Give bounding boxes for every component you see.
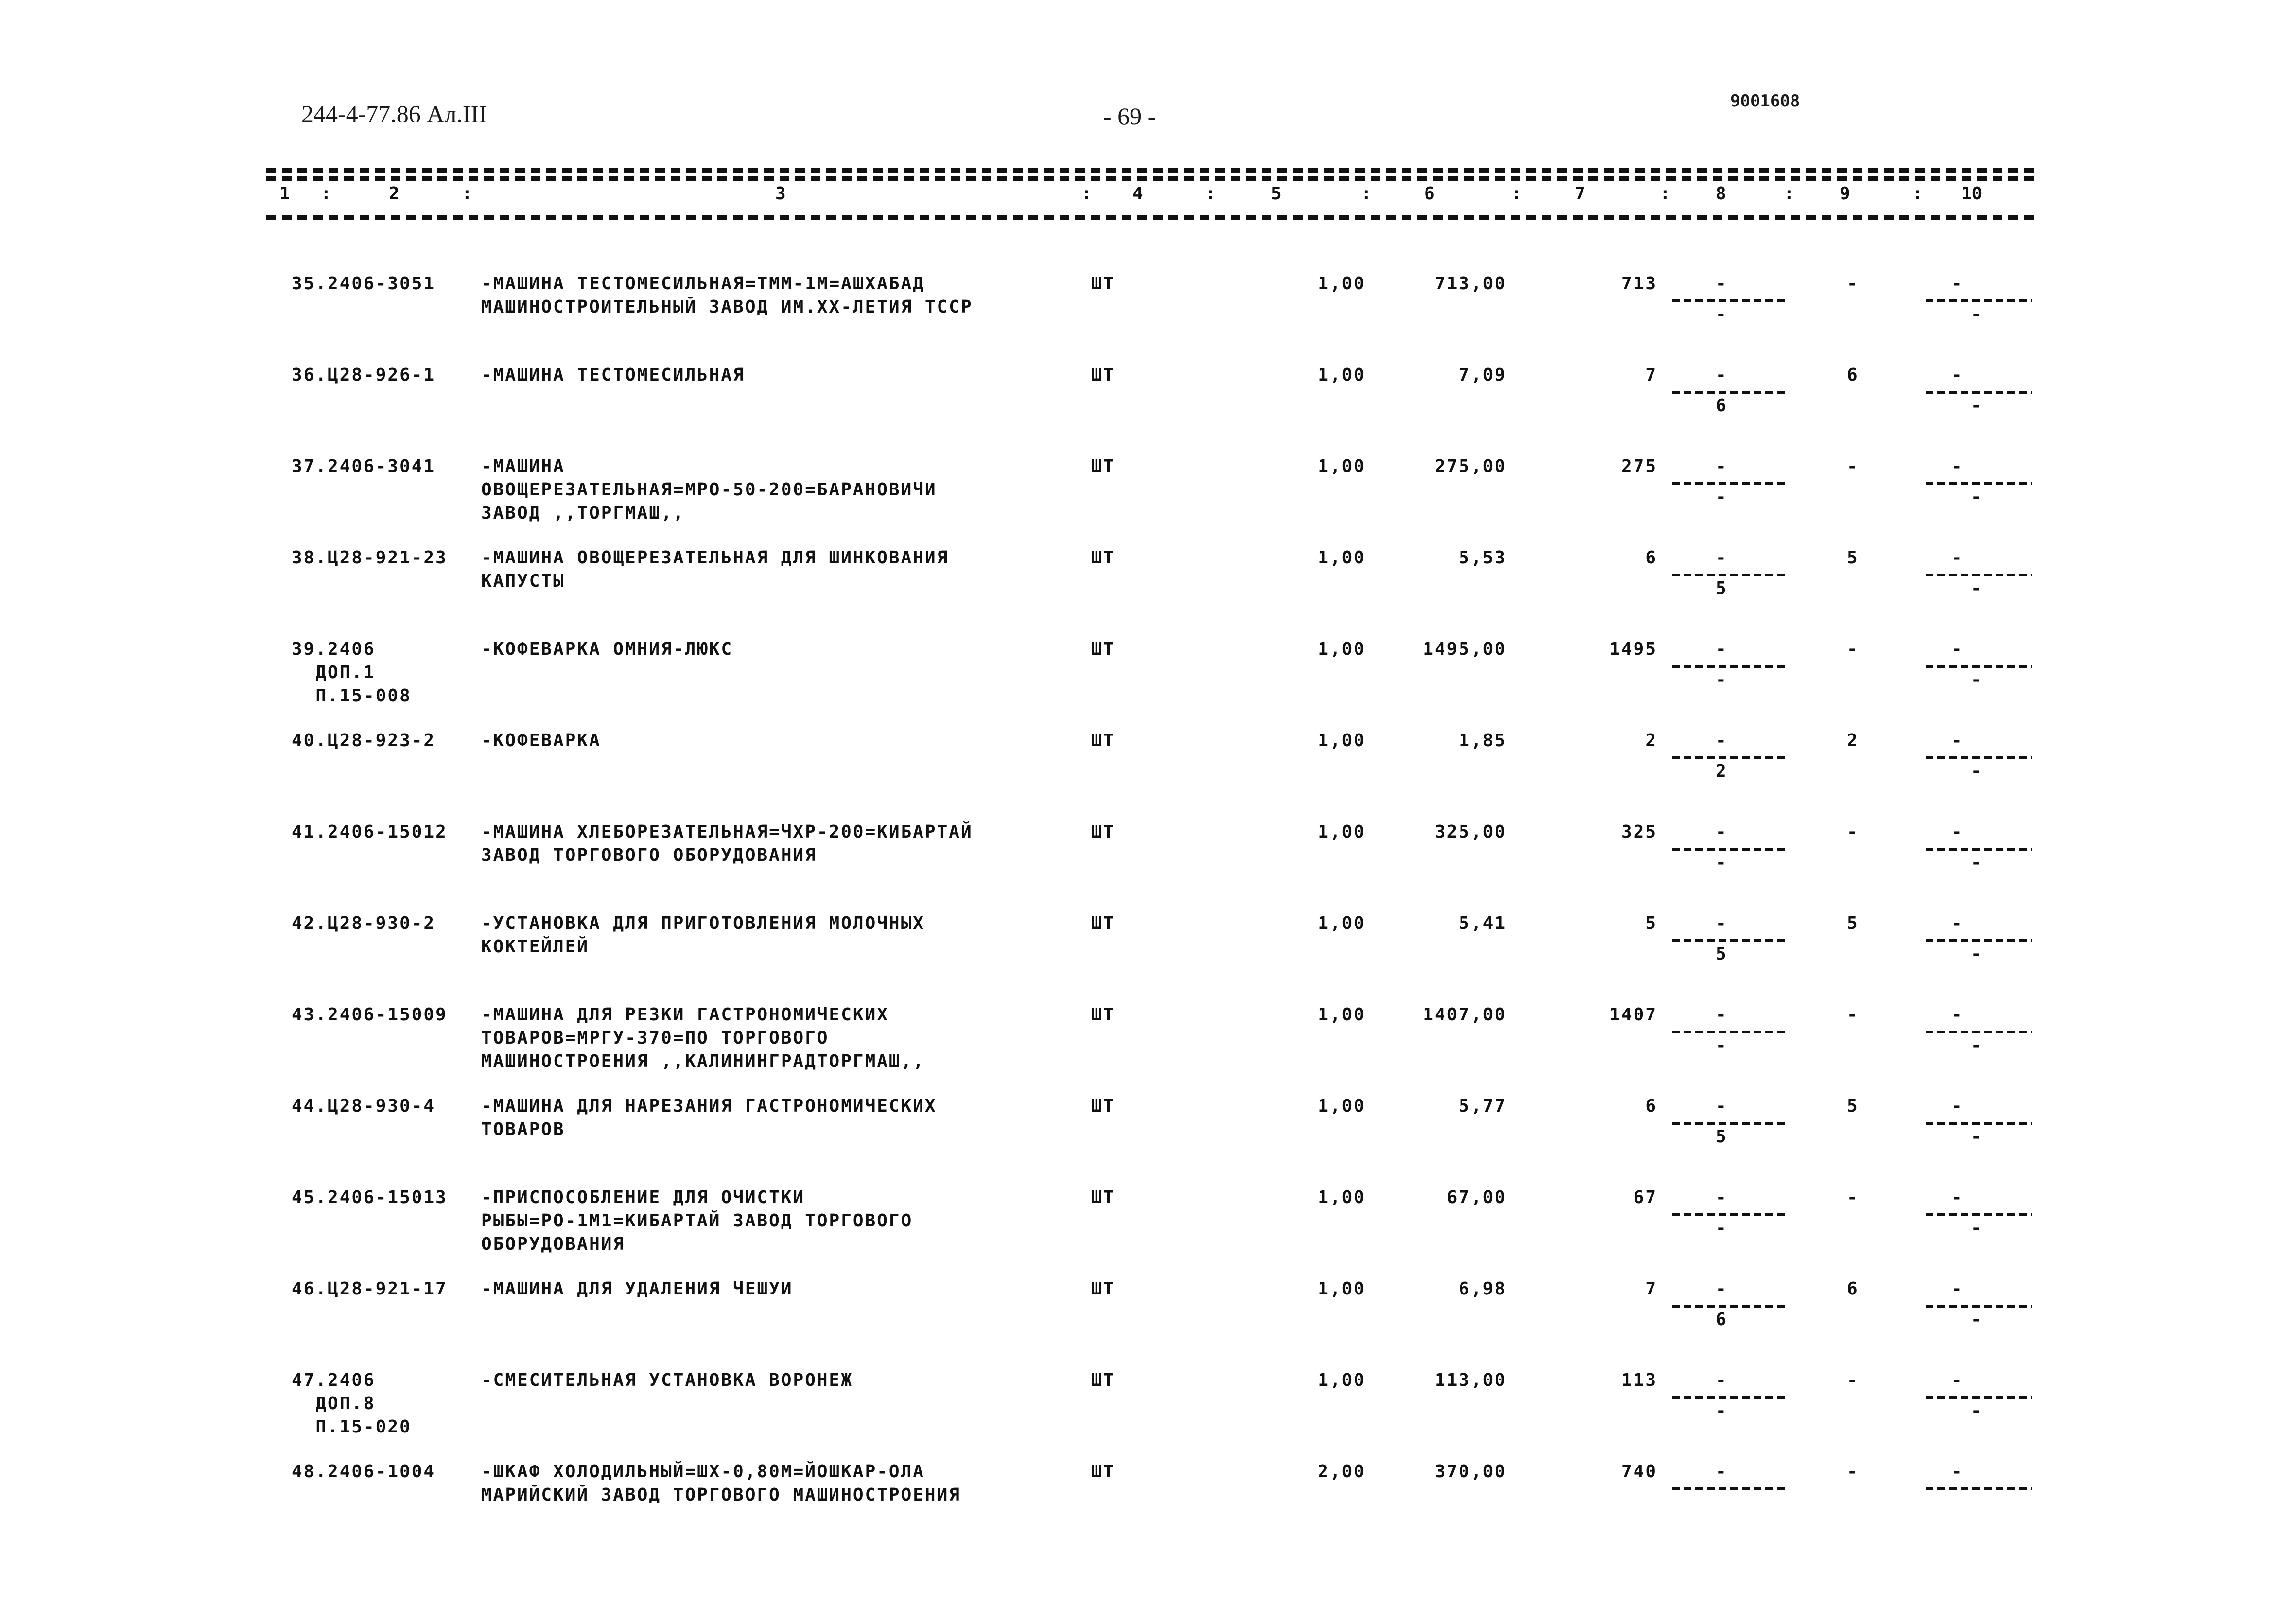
row-unit: ШТ xyxy=(1091,1462,1115,1482)
column-number-8: 8 xyxy=(1716,184,1726,204)
row-col8-fraction-line xyxy=(1672,1213,1787,1216)
row-col8-bottom: 5 xyxy=(1716,1127,1726,1147)
row-col8-bottom: - xyxy=(1716,670,1726,690)
row-col8-fraction-line xyxy=(1672,665,1787,668)
row-code: 44.Ц28-930-4 xyxy=(292,1096,436,1116)
row-col8-fraction-line xyxy=(1672,848,1787,851)
row-col9: - xyxy=(1847,1462,1859,1482)
row-col8-fraction-line xyxy=(1672,1031,1787,1033)
row-quantity: 1,00 xyxy=(1318,913,1366,933)
row-name: -МАШИНА ДЛЯ РЕЗКИ ГАСТРОНОМИЧЕСКИХ ТОВАРОВ=МРГУ-370=ПО ТОРГОВОГО МАШИНОСТРОЕНИЯ ,,КАЛИНИНГРАДТОРГМАШ,, xyxy=(481,1005,925,1071)
row-col10-top: - xyxy=(1951,548,1964,568)
row-unit: ШТ xyxy=(1091,1005,1115,1025)
row-total: 6 xyxy=(1645,1096,1657,1116)
row-unit-price: 370,00 xyxy=(1434,1462,1507,1482)
column-number-9: 9 xyxy=(1840,184,1850,204)
row-col9: - xyxy=(1847,822,1859,842)
column-separator: : xyxy=(1660,184,1670,204)
row-quantity: 1,00 xyxy=(1318,639,1366,659)
row-col10-top: - xyxy=(1951,1370,1964,1390)
row-col8-bottom: 5 xyxy=(1716,578,1726,598)
document-number: 9001608 xyxy=(1730,91,1800,111)
row-unit-price: 1495,00 xyxy=(1423,639,1507,659)
row-col9: - xyxy=(1847,1188,1859,1207)
row-quantity: 1,00 xyxy=(1318,548,1366,568)
row-unit: ШТ xyxy=(1091,1370,1115,1390)
row-code: 48.2406-1004 xyxy=(292,1462,436,1482)
row-unit: ШТ xyxy=(1091,639,1115,659)
row-col8-fraction-line xyxy=(1672,1487,1787,1490)
row-col10-fraction-line xyxy=(1926,756,2032,759)
row-col8-fraction-line xyxy=(1672,299,1787,302)
row-unit-price: 6,98 xyxy=(1459,1279,1507,1299)
row-col10-fraction-line xyxy=(1926,391,2032,394)
column-number-7: 7 xyxy=(1575,184,1585,204)
row-name: -МАШИНА ОВОЩЕРЕЗАТЕЛЬНАЯ ДЛЯ ШИНКОВАНИЯ КАПУСТЫ xyxy=(481,548,949,591)
row-col8-bottom: 2 xyxy=(1716,761,1726,781)
row-col10-bottom: - xyxy=(1971,1401,1982,1421)
row-col10-fraction-line xyxy=(1926,1305,2032,1308)
row-unit-price: 5,77 xyxy=(1459,1096,1507,1116)
row-col9: - xyxy=(1847,639,1859,659)
column-number-10: 10 xyxy=(1961,184,1983,204)
column-separator: : xyxy=(321,184,331,204)
row-code: 37.2406-3041 xyxy=(292,456,436,476)
column-number-4: 4 xyxy=(1132,184,1143,204)
row-col10-top: - xyxy=(1951,1005,1964,1025)
column-number-2: 2 xyxy=(389,184,400,204)
row-quantity: 2,00 xyxy=(1318,1462,1366,1482)
row-unit: ШТ xyxy=(1091,822,1115,842)
row-col9: - xyxy=(1847,1370,1859,1390)
row-col10-top: - xyxy=(1951,1462,1964,1482)
row-name: -МАШИНА ТЕСТОМЕСИЛЬНАЯ=ТММ-1М=АШХАБАД МАШИНОСТРОИТЕЛЬНЫЙ ЗАВОД ИМ.ХХ-ЛЕТИЯ ТССР xyxy=(481,274,973,317)
row-quantity: 1,00 xyxy=(1318,1279,1366,1299)
row-total: 67 xyxy=(1633,1188,1657,1207)
row-col10-bottom: - xyxy=(1971,853,1982,873)
page-number: - 69 - xyxy=(1103,103,1156,130)
row-col10-top: - xyxy=(1951,456,1964,476)
row-col8-bottom: 5 xyxy=(1716,944,1726,964)
row-col8-top: - xyxy=(1716,639,1728,659)
row-col10-bottom: - xyxy=(1971,487,1982,507)
column-number-3: 3 xyxy=(775,184,786,204)
row-total: 713 xyxy=(1621,274,1657,294)
row-code: 46.Ц28-921-17 xyxy=(292,1279,448,1299)
row-col8-fraction-line xyxy=(1672,1396,1787,1399)
column-separator: : xyxy=(1205,184,1216,204)
column-separator: : xyxy=(462,184,472,204)
row-col8-fraction-line xyxy=(1672,574,1787,576)
row-code: 45.2406-15013 xyxy=(292,1188,448,1207)
row-col8-top: - xyxy=(1716,1279,1728,1299)
row-code: 47.2406 ДОП.8 П.15-020 xyxy=(292,1370,412,1437)
row-col8-top: - xyxy=(1716,1005,1728,1025)
row-code: 39.2406 ДОП.1 П.15-008 xyxy=(292,639,412,706)
row-col8-top: - xyxy=(1716,365,1728,385)
row-quantity: 1,00 xyxy=(1318,1005,1366,1025)
row-col10-bottom: - xyxy=(1971,396,1982,416)
row-quantity: 1,00 xyxy=(1318,274,1366,294)
row-total: 1495 xyxy=(1609,639,1657,659)
row-col9: - xyxy=(1847,1005,1859,1025)
row-col8-bottom: - xyxy=(1716,853,1726,873)
row-name: -СМЕСИТЕЛЬНАЯ УСТАНОВКА ВОРОНЕЖ xyxy=(481,1370,853,1390)
column-separator: : xyxy=(1081,184,1092,204)
row-col8-fraction-line xyxy=(1672,1122,1787,1125)
row-col10-top: - xyxy=(1951,365,1964,385)
column-separator: : xyxy=(1512,184,1522,204)
row-col8-top: - xyxy=(1716,548,1728,568)
row-code: 40.Ц28-923-2 xyxy=(292,731,436,751)
row-name: -МАШИНА ОВОЩЕРЕЗАТЕЛЬНАЯ=МРО-50-200=БАРАНОВИЧИ ЗАВОД ,,ТОРГМАШ,, xyxy=(481,456,937,523)
row-code: 38.Ц28-921-23 xyxy=(292,548,448,568)
row-code: 43.2406-15009 xyxy=(292,1005,448,1025)
row-col9: - xyxy=(1847,274,1859,294)
row-unit-price: 713,00 xyxy=(1434,274,1507,294)
document-code: 244-4-77.86 Ал.III xyxy=(301,100,487,127)
row-col8-fraction-line xyxy=(1672,939,1787,942)
row-col10-bottom: - xyxy=(1971,761,1982,781)
row-col9: 6 xyxy=(1847,1279,1859,1299)
row-col8-bottom: 6 xyxy=(1716,396,1726,416)
row-unit-price: 5,53 xyxy=(1459,548,1507,568)
row-unit-price: 1407,00 xyxy=(1423,1005,1507,1025)
row-unit-price: 7,09 xyxy=(1459,365,1507,385)
row-col8-top: - xyxy=(1716,1188,1728,1207)
row-col10-fraction-line xyxy=(1926,574,2032,576)
row-col8-top: - xyxy=(1716,456,1728,476)
row-total: 740 xyxy=(1621,1462,1657,1482)
row-unit: ШТ xyxy=(1091,548,1115,568)
row-col10-bottom: - xyxy=(1971,944,1982,964)
row-col10-fraction-line xyxy=(1926,482,2032,485)
row-unit-price: 5,41 xyxy=(1459,913,1507,933)
row-col8-fraction-line xyxy=(1672,482,1787,485)
row-col8-bottom: 6 xyxy=(1716,1310,1726,1329)
row-unit: ШТ xyxy=(1091,913,1115,933)
row-total: 5 xyxy=(1645,913,1657,933)
row-col8-top: - xyxy=(1716,822,1728,842)
row-code: 36.Ц28-926-1 xyxy=(292,365,436,385)
row-col10-bottom: - xyxy=(1971,670,1982,690)
row-col8-top: - xyxy=(1716,1370,1728,1390)
row-total: 7 xyxy=(1645,1279,1657,1299)
row-code: 41.2406-15012 xyxy=(292,822,448,842)
row-quantity: 1,00 xyxy=(1318,365,1366,385)
row-unit-price: 1,85 xyxy=(1459,731,1507,751)
row-col10-fraction-line xyxy=(1926,1031,2032,1033)
row-unit: ШТ xyxy=(1091,274,1115,294)
row-unit: ШТ xyxy=(1091,1188,1115,1207)
row-name: -ПРИСПОСОБЛЕНИЕ ДЛЯ ОЧИСТКИ РЫБЫ=РО-1М1=КИБАРТАЙ ЗАВОД ТОРГОВОГО ОБОРУДОВАНИЯ xyxy=(481,1188,913,1254)
row-unit-price: 67,00 xyxy=(1446,1188,1507,1207)
row-col9: 5 xyxy=(1847,1096,1859,1116)
row-name: -МАШИНА ТЕСТОМЕСИЛЬНАЯ xyxy=(481,365,745,385)
row-col10-fraction-line xyxy=(1926,848,2032,851)
row-col10-fraction-line xyxy=(1926,1122,2032,1125)
row-quantity: 1,00 xyxy=(1318,1096,1366,1116)
row-col10-bottom: - xyxy=(1971,1310,1982,1329)
row-col8-bottom: - xyxy=(1716,1218,1726,1238)
row-col10-bottom: - xyxy=(1971,578,1982,598)
row-total: 6 xyxy=(1645,548,1657,568)
row-unit-price: 113,00 xyxy=(1434,1370,1507,1390)
row-col8-bottom: - xyxy=(1716,1401,1726,1421)
row-col10-bottom: - xyxy=(1971,1218,1982,1238)
row-col9: 6 xyxy=(1847,365,1859,385)
row-name: -КОФЕВАРКА xyxy=(481,731,601,751)
row-col10-fraction-line xyxy=(1926,1487,2032,1490)
column-separator: : xyxy=(1784,184,1794,204)
row-name: -МАШИНА ДЛЯ НАРЕЗАНИЯ ГАСТРОНОМИЧЕСКИХ ТОВАРОВ xyxy=(481,1096,937,1139)
row-col8-top: - xyxy=(1716,913,1728,933)
row-unit: ШТ xyxy=(1091,731,1115,751)
row-col10-fraction-line xyxy=(1926,1396,2032,1399)
row-col10-fraction-line xyxy=(1926,299,2032,302)
row-col10-top: - xyxy=(1951,822,1964,842)
row-col10-top: - xyxy=(1951,1096,1964,1116)
row-col9: 5 xyxy=(1847,913,1859,933)
row-total: 325 xyxy=(1621,822,1657,842)
row-name: -МАШИНА ДЛЯ УДАЛЕНИЯ ЧЕШУИ xyxy=(481,1279,793,1299)
row-col10-fraction-line xyxy=(1926,939,2032,942)
row-col10-top: - xyxy=(1951,274,1964,294)
row-col9: - xyxy=(1847,456,1859,476)
row-col9: 2 xyxy=(1847,731,1859,751)
row-col10-top: - xyxy=(1951,731,1964,751)
row-quantity: 1,00 xyxy=(1318,456,1366,476)
row-col8-top: - xyxy=(1716,1096,1728,1116)
row-quantity: 1,00 xyxy=(1318,731,1366,751)
row-unit: ШТ xyxy=(1091,1279,1115,1299)
row-total: 7 xyxy=(1645,365,1657,385)
row-unit: ШТ xyxy=(1091,365,1115,385)
row-name: -ШКАФ ХОЛОДИЛЬНЫЙ=ШХ-0,80М=ЙОШКАР-ОЛА МАРИЙСКИЙ ЗАВОД ТОРГОВОГО МАШИНОСТРОЕНИЯ xyxy=(481,1462,961,1505)
row-col8-top: - xyxy=(1716,1462,1728,1482)
row-col10-fraction-line xyxy=(1926,1213,2032,1216)
row-total: 113 xyxy=(1621,1370,1657,1390)
column-number-1: 1 xyxy=(279,184,290,204)
row-col9: 5 xyxy=(1847,548,1859,568)
row-unit-price: 325,00 xyxy=(1434,822,1507,842)
row-col8-fraction-line xyxy=(1672,1305,1787,1308)
row-unit: ШТ xyxy=(1091,1096,1115,1116)
row-col8-bottom: - xyxy=(1716,304,1726,324)
row-col8-fraction-line xyxy=(1672,391,1787,394)
row-quantity: 1,00 xyxy=(1318,822,1366,842)
row-col8-top: - xyxy=(1716,731,1728,751)
row-unit-price: 275,00 xyxy=(1434,456,1507,476)
row-total: 2 xyxy=(1645,731,1657,751)
row-quantity: 1,00 xyxy=(1318,1370,1366,1390)
column-separator: : xyxy=(1913,184,1923,204)
row-col8-top: - xyxy=(1716,274,1728,294)
row-code: 35.2406-3051 xyxy=(292,274,436,294)
row-col8-bottom: - xyxy=(1716,487,1726,507)
row-col10-fraction-line xyxy=(1926,665,2032,668)
column-number-6: 6 xyxy=(1424,184,1435,204)
row-col8-fraction-line xyxy=(1672,756,1787,759)
row-col10-bottom: - xyxy=(1971,1127,1982,1147)
column-number-5: 5 xyxy=(1271,184,1282,204)
row-name: -МАШИНА ХЛЕБОРЕЗАТЕЛЬНАЯ=ЧХР-200=КИБАРТАЙ ЗАВОД ТОРГОВОГО ОБОРУДОВАНИЯ xyxy=(481,822,973,865)
row-col10-top: - xyxy=(1951,639,1964,659)
row-col10-top: - xyxy=(1951,1188,1964,1207)
row-name: -КОФЕВАРКА ОМНИЯ-ЛЮКС xyxy=(481,639,733,659)
row-total: 1407 xyxy=(1609,1005,1657,1025)
row-col8-bottom: - xyxy=(1716,1035,1726,1055)
column-separator: : xyxy=(1361,184,1372,204)
row-col10-bottom: - xyxy=(1971,1035,1982,1055)
row-quantity: 1,00 xyxy=(1318,1188,1366,1207)
row-name: -УСТАНОВКА ДЛЯ ПРИГОТОВЛЕНИЯ МОЛОЧНЫХ КОКТЕЙЛЕЙ xyxy=(481,913,925,957)
row-total: 275 xyxy=(1621,456,1657,476)
row-col10-top: - xyxy=(1951,1279,1964,1299)
row-col10-top: - xyxy=(1951,913,1964,933)
row-col10-bottom: - xyxy=(1971,304,1982,324)
row-code: 42.Ц28-930-2 xyxy=(292,913,436,933)
row-unit: ШТ xyxy=(1091,456,1115,476)
